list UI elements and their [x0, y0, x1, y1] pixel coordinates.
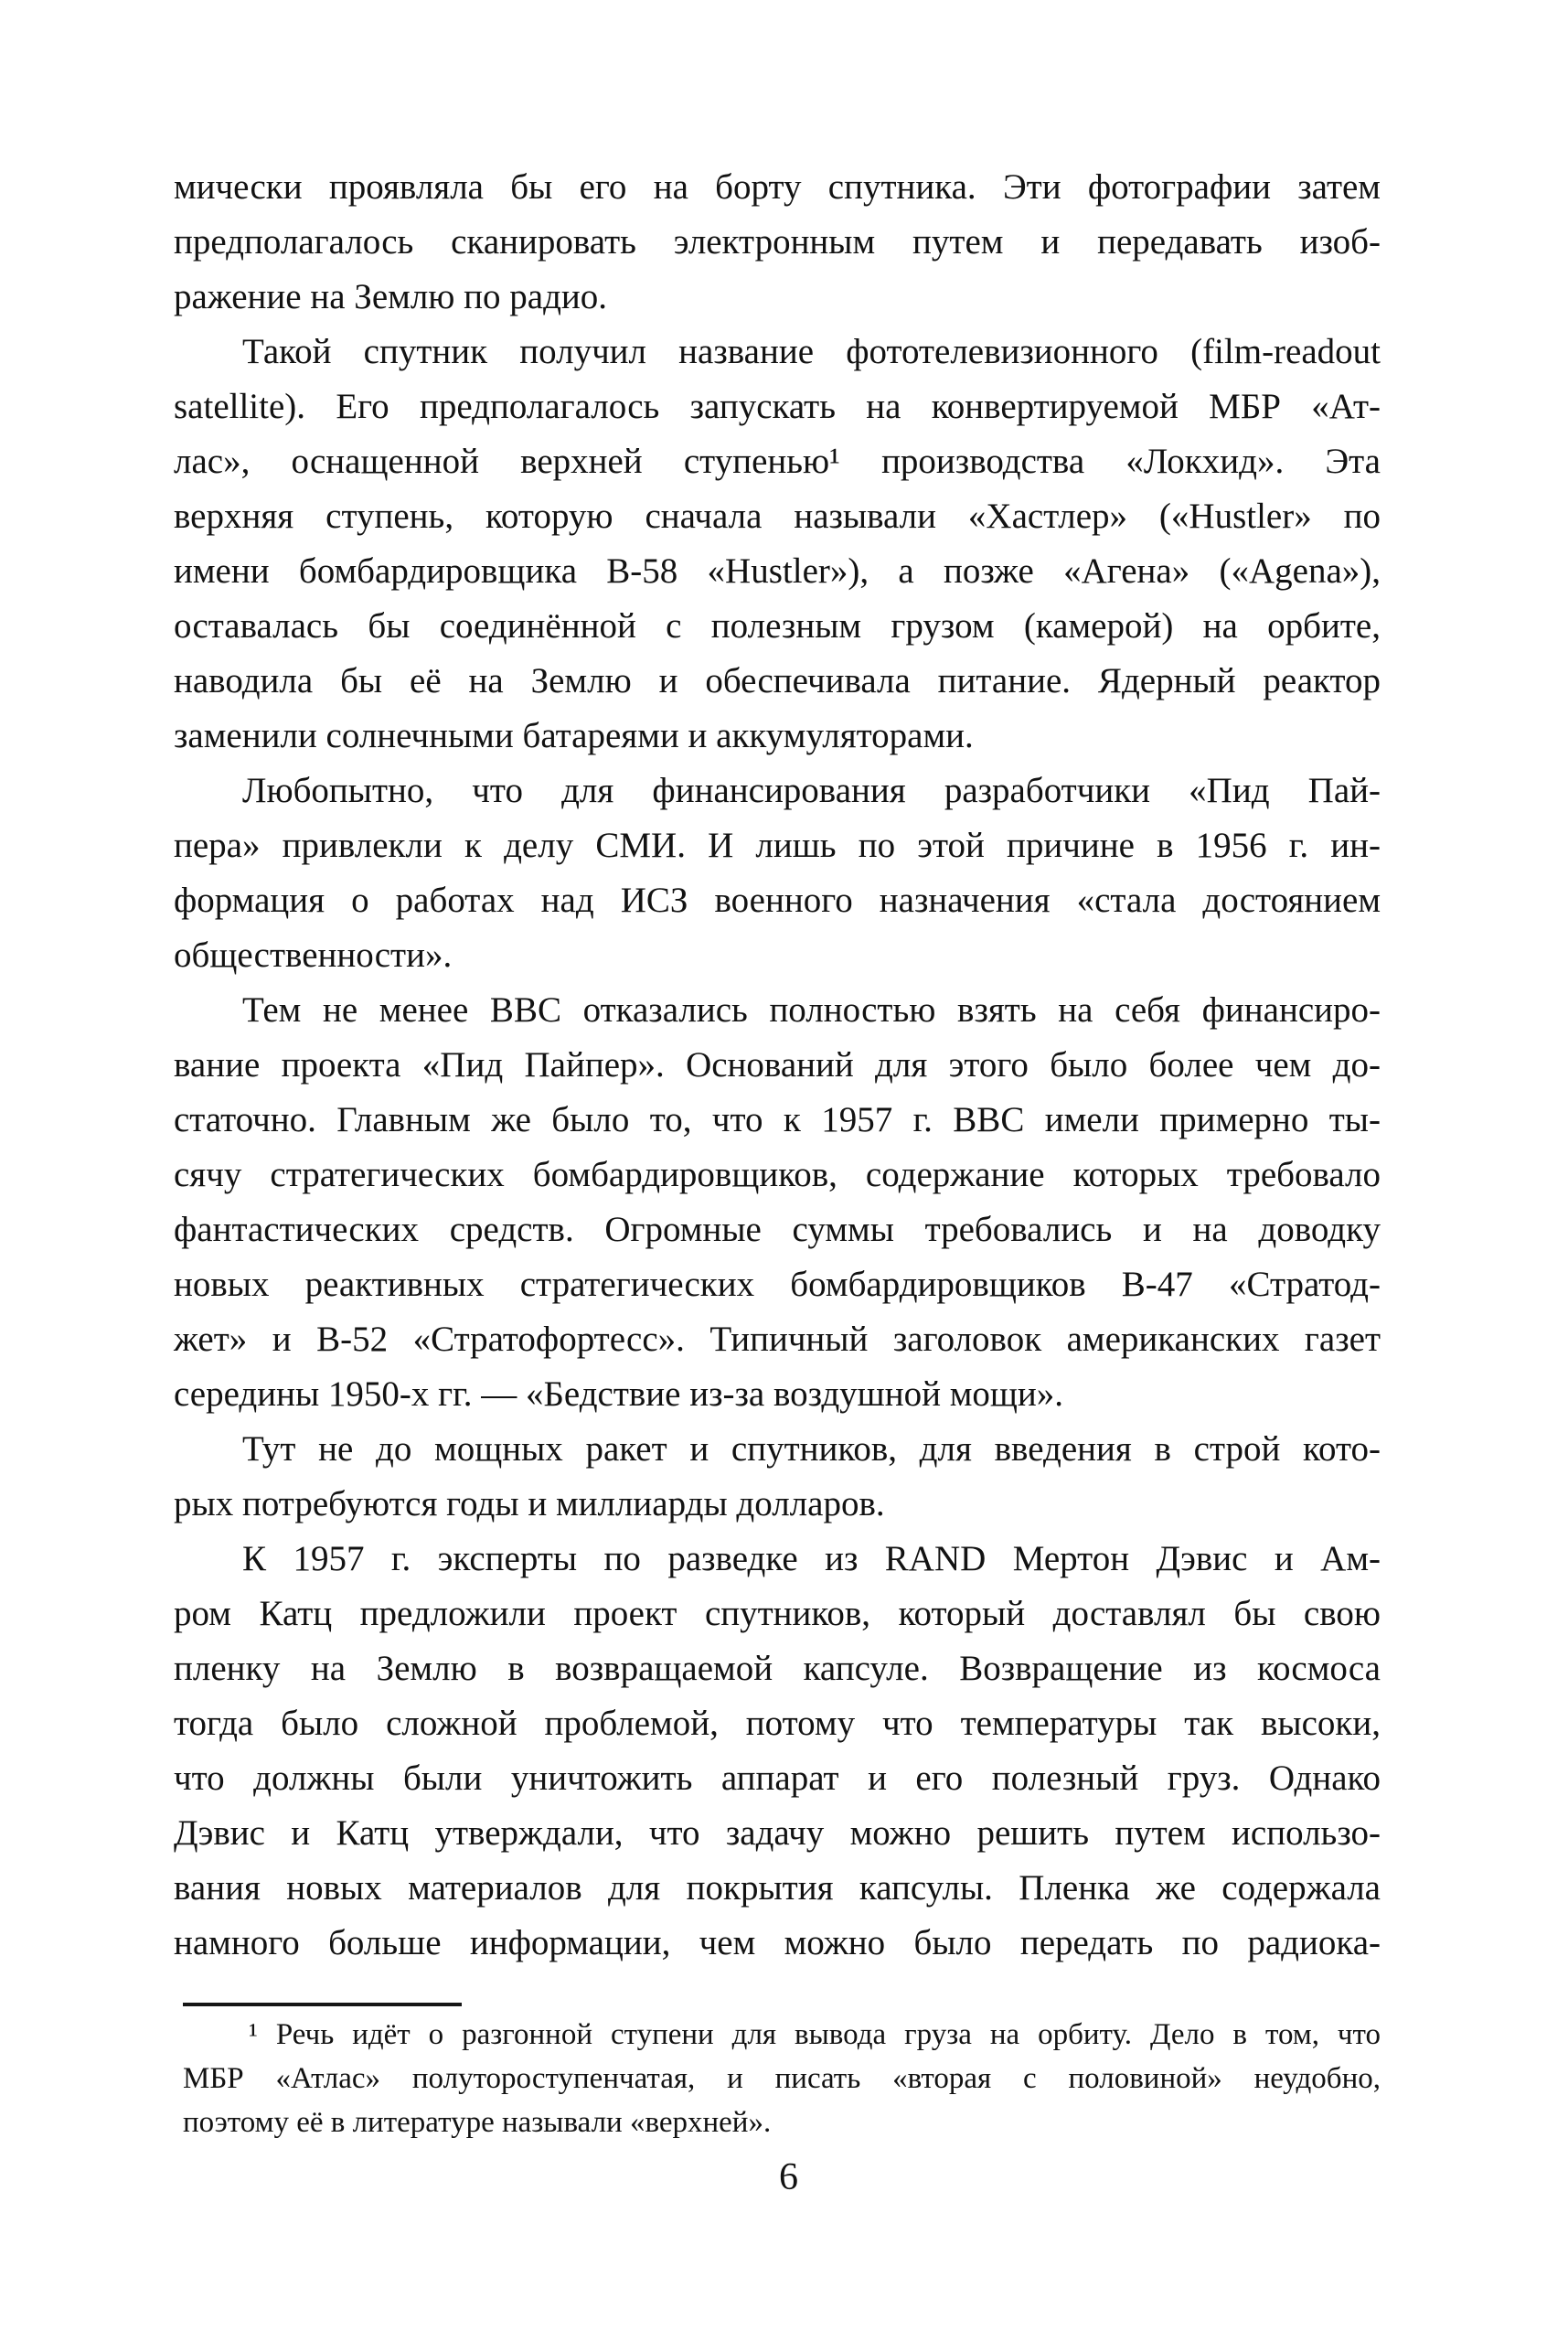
text-line: Дэвис и Катц утверждали, что задачу можно решить путем использо-	[174, 1813, 1381, 1853]
text-line: Тем не менее ВВС отказались полностью взять на себя финансиро-	[242, 990, 1381, 1030]
text-line: Тут не до мощных ракет и спутников, для введения в строй кото-	[242, 1429, 1381, 1469]
text-line: Любопытно, что для финансирования разработчики «Пид Пай-	[242, 771, 1381, 810]
text-line: намного больше информации, чем можно было передать по радиока-	[174, 1923, 1381, 1962]
text-line: общественности».	[174, 935, 453, 975]
text-line: пленку на Землю в возвращаемой капсуле. Возвращение из космоса	[174, 1649, 1381, 1688]
text-line: новых реактивных стратегических бомбардировщиков В-47 «Стратод-	[174, 1265, 1381, 1304]
text-line: лас», оснащенной верхней ступенью¹ производства «Локхид». Эта	[174, 442, 1381, 481]
footnote	[183, 2013, 1381, 2144]
text-line: предполагалось сканировать электронным путем и передавать изоб-	[174, 222, 1381, 262]
text-line: ражение на Землю по радио.	[174, 277, 608, 316]
text-line: поэтому её в литературе называли «верхней».	[183, 2106, 772, 2139]
body-text	[174, 160, 1381, 1971]
text-line: формация о работах над ИСЗ военного назначения «стала достоянием	[174, 881, 1381, 920]
text-line: рых потребуются годы и миллиарды долларов.	[174, 1484, 885, 1523]
text-line: пера» привлекли к делу СМИ. И лишь по этой причине в 1956 г. ин-	[174, 826, 1381, 865]
page-number: 6	[779, 2156, 798, 2198]
text-line: статочно. Главным же было то, что к 1957 г. ВВС имели примерно ты-	[174, 1100, 1381, 1139]
footnote-divider	[183, 2003, 462, 2006]
text-line: оставалась бы соединённой с полезным грузом (камерой) на орбите,	[174, 606, 1381, 646]
text-line: ром Катц предложили проект спутников, который доставлял бы свою	[174, 1594, 1381, 1633]
text-line: фантастических средств. Огромные суммы требовались и на доводку	[174, 1210, 1381, 1249]
text-line: сячу стратегических бомбардировщиков, содержание которых требовало	[174, 1155, 1381, 1194]
text-line: верхняя ступень, которую сначала называли «Хастлер» («Hustler» по	[174, 497, 1381, 536]
text-line: К 1957 г. эксперты по разведке из RAND Мертон Дэвис и Ам-	[242, 1539, 1381, 1578]
text-line: satellite). Его предполагалось запускать на конвертируемой МБР «Ат-	[174, 387, 1381, 426]
text-line: жет» и В-52 «Стратофортесс». Типичный заголовок американских газет	[174, 1320, 1381, 1359]
text-line: что должны были уничтожить аппарат и его полезный груз. Однако	[174, 1758, 1381, 1798]
text-line: тогда было сложной проблемой, потому что температуры так высоки,	[174, 1704, 1381, 1743]
text-line: вание проекта «Пид Пайпер». Оснований для этого было более чем до-	[174, 1045, 1381, 1085]
text-line: имени бомбардировщика В-58 «Hustler»), а позже «Агена» («Agena»),	[174, 551, 1381, 591]
text-line: заменили солнечными батареями и аккумуляторами.	[174, 716, 974, 755]
text-line: МБР «Атлас» полутороступенчатая, и писать «вторая с половиной» неудобно,	[183, 2062, 1381, 2095]
text-line: Такой спутник получил название фототелевизионного (film-readout	[242, 332, 1381, 371]
text-line: наводила бы её на Землю и обеспечивала питание. Ядерный реактор	[174, 661, 1381, 700]
text-line: мически проявляла бы его на борту спутника. Эти фотографии затем	[174, 167, 1381, 207]
text-line: середины 1950-х гг. — «Бедствие из-за воздушной мощи».	[174, 1374, 1064, 1414]
text-line: ¹ Речь идёт о разгонной ступени для вывода груза на орбиту. Дело в том, что	[249, 2018, 1381, 2051]
text-line: вания новых материалов для покрытия капсулы. Пленка же содержала	[174, 1868, 1381, 1908]
